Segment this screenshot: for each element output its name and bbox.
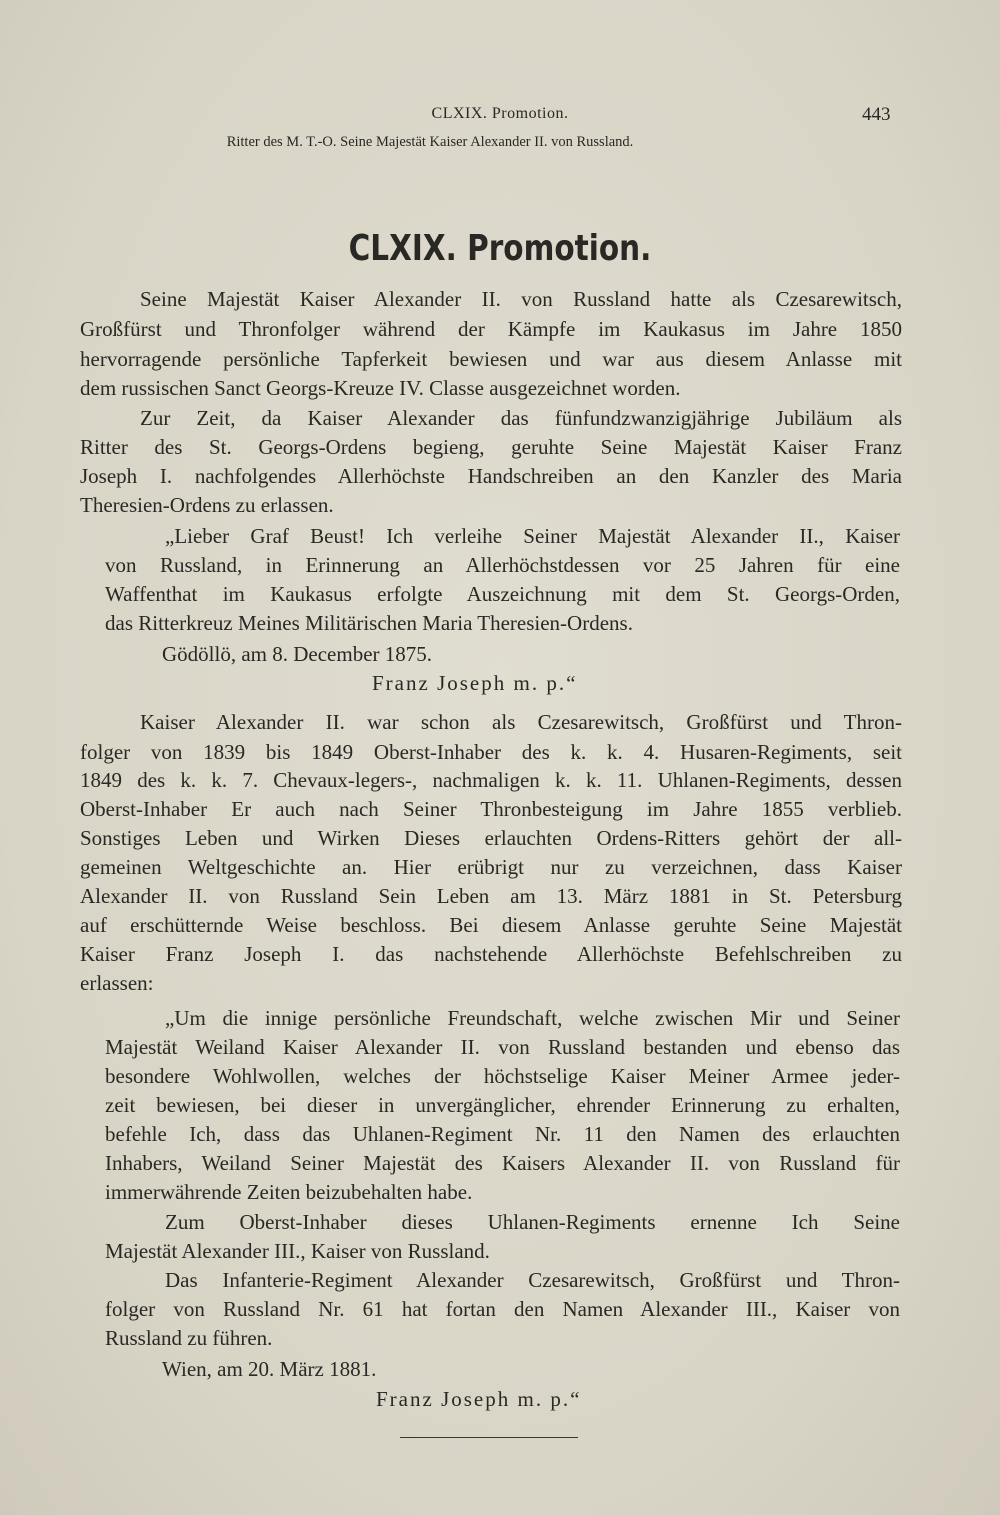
text-line: Seine Majestät Kaiser Alexander II. von Russland hatte als Czesarewitsch, (140, 287, 902, 311)
text-line: Oberst-Inhaber Er auch nach Seiner Thronbesteigung im Jahre 1855 verblieb. (80, 797, 902, 821)
quote-line: befehle Ich, dass das Uhlanen-Regiment Nr. 11 den Namen des erlauchten (105, 1122, 900, 1146)
page-number: 443 (862, 104, 891, 125)
quote-line: zeit bewiesen, bei dieser in unvergänglicher, ehrender Erinnerung zu erhalten, (105, 1093, 900, 1117)
quote-line: „Lieber Graf Beust! Ich verleihe Seiner Majestät Alexander II., Kaiser (165, 524, 900, 548)
text-line: erlassen: (80, 971, 154, 995)
quote-line: Majestät Alexander III., Kaiser von Russland. (105, 1239, 490, 1263)
text-line: Kaiser Alexander II. war schon als Czesarewitsch, Großfürst und Thron- (140, 710, 902, 734)
quote-dateline: Wien, am 20. März 1881. (162, 1357, 377, 1381)
quote-line: „Um die innige persönliche Freundschaft, welche zwischen Mir und Seiner (165, 1006, 900, 1030)
quote-line: immerwährende Zeiten beizubehalten habe. (105, 1180, 473, 1204)
quote-line: Inhabers, Weiland Seiner Majestät des Kaisers Alexander II. von Russland für (105, 1151, 900, 1175)
text-line: Zur Zeit, da Kaiser Alexander das fünfundzwanzigjährige Jubiläum als (140, 406, 902, 430)
quote-signature: Franz Joseph m. p.“ (372, 671, 578, 695)
running-header-subtitle: Ritter des M. T.-O. Seine Majestät Kaiser Alexander II. von Russland. (226, 134, 634, 150)
text-line: Kaiser Franz Joseph I. das nachstehende Allerhöchste Befehlschreiben zu (80, 942, 902, 966)
quote-line: das Ritterkreuz Meines Militärischen Maria Theresien-Ordens. (105, 611, 633, 635)
closing-rule (400, 1437, 578, 1438)
text-line: hervorragende persönliche Tapferkeit bewiesen und war aus diesem Anlasse mit (80, 347, 902, 371)
section-title: CLXIX. Promotion. (348, 228, 652, 269)
text-line: auf erschütternde Weise beschloss. Bei diesem Anlasse geruhte Seine Majestät (80, 913, 902, 937)
text-line: Ritter des St. Georgs-Ordens begieng, geruhte Seine Majestät Kaiser Franz (80, 435, 902, 459)
text-line: folger von 1839 bis 1849 Oberst-Inhaber des k. k. 4. Husaren-Regiments, seit (80, 740, 902, 764)
quote-line: folger von Russland Nr. 61 hat fortan den Namen Alexander III., Kaiser von (105, 1297, 900, 1321)
quote-dateline: Gödöllö, am 8. December 1875. (162, 642, 433, 666)
text-line: Joseph I. nachfolgendes Allerhöchste Handschreiben an den Kanzler des Maria (80, 464, 902, 488)
quote-line: von Russland, in Erinnerung an Allerhöchstdessen vor 25 Jahren für eine (105, 553, 900, 577)
text-line: 1849 des k. k. 7. Chevaux-legers-, nachmaligen k. k. 11. Uhlanen-Regiments, dessen (80, 768, 902, 792)
text-line: Sonstiges Leben und Wirken Dieses erlauchten Ordens-Ritters gehört der all- (80, 826, 902, 850)
text-line: Alexander II. von Russland Sein Leben am 13. März 1881 in St. Petersburg (80, 884, 902, 908)
quote-line: besondere Wohlwollen, welches der höchstselige Kaiser Meiner Armee jeder- (105, 1064, 900, 1088)
text-line: Großfürst und Thronfolger während der Kämpfe im Kaukasus im Jahre 1850 (80, 317, 902, 341)
quote-line: Zum Oberst-Inhaber dieses Uhlanen-Regiments ernenne Ich Seine (165, 1210, 900, 1234)
quote-line: Russland zu führen. (105, 1326, 273, 1350)
quote-signature: Franz Joseph m. p.“ (376, 1387, 582, 1411)
quote-line: Majestät Weiland Kaiser Alexander II. von Russland bestanden und ebenso das (105, 1035, 900, 1059)
quote-line: Waffenthat im Kaukasus erfolgte Auszeichnung mit dem St. Georgs-Orden, (105, 582, 900, 606)
text-line: gemeinen Weltgeschichte an. Hier erübrigt nur zu verzeichnen, dass Kaiser (80, 855, 902, 879)
text-line: Theresien-Ordens zu erlassen. (80, 493, 334, 517)
text-line: dem russischen Sanct Georgs-Kreuze IV. Classe ausgezeichnet worden. (80, 376, 681, 400)
quote-line: Das Infanterie-Regiment Alexander Czesarewitsch, Großfürst und Thron- (165, 1268, 900, 1292)
running-header-title: CLXIX. Promotion. (431, 105, 569, 122)
